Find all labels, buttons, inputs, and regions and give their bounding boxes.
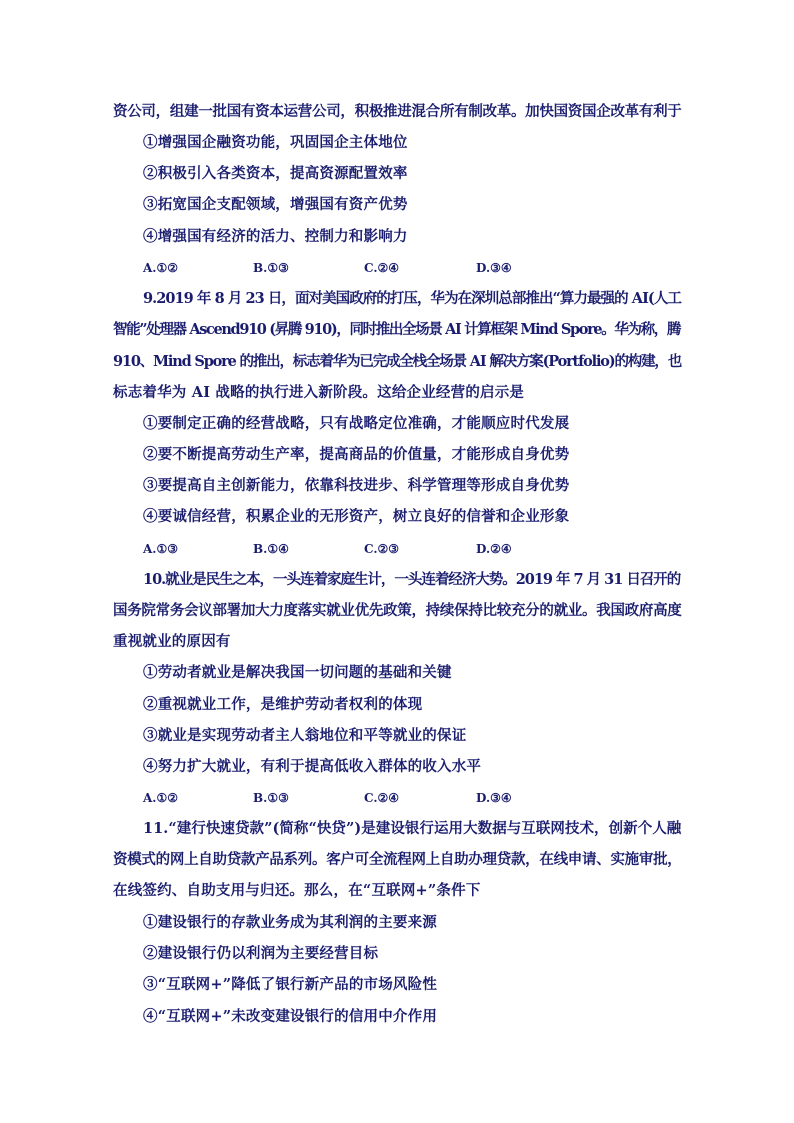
q9-item-1: ①要制定正确的经营战略，只有战略定位准确，才能顺应时代发展 [143,415,570,432]
q9-stem-line-1: 9.2019 年 8 月 23 日，面对美国政府的打压，华为在深圳总部推出“算力最强的 AI(人工 [143,290,681,307]
q10-item-1: ①劳动者就业是解决我国一切问题的基础和关键 [143,664,452,681]
q10-option-d: D.③④ [476,791,512,805]
q9-stem-line-4: 标志着华为 AI 战略的执行进入新阶段。这给企业经营的启示是 [113,384,525,401]
q11-item-3: ③“互联网+”降低了银行新产品的市场风险性 [143,976,438,993]
q11-item-1: ①建设银行的存款业务成为其利润的主要来源 [143,914,437,931]
q8-option-c: C.②④ [364,261,400,275]
q10-option-a: A.①② [143,791,179,805]
q10-stem-line-3: 重视就业的原因有 [113,633,231,650]
q10-option-b: B.①③ [253,791,289,805]
q10-stem-line-2: 国务院常务会议部署加大力度落实就业优先政策，持续保持比较充分的就业。我国政府高度 [113,602,682,619]
q8-item-2: ②积极引入各类资本，提高资源配置效率 [143,165,408,182]
q10-option-c: C.②④ [364,791,400,805]
q10-item-4: ④努力扩大就业，有利于提高低收入群体的收入水平 [143,758,482,775]
q10-item-3: ③就业是实现劳动者主人翁地位和平等就业的保证 [143,727,467,744]
q8-option-b: B.①③ [253,261,289,275]
q9-item-2: ②要不断提高劳动生产率，提高商品的价值量，才能形成自身优势 [143,446,570,463]
q9-item-4: ④要诚信经营，积累企业的无形资产，树立良好的信誉和企业形象 [143,508,570,525]
q8-option-a: A.①② [143,261,179,275]
q11-stem-line-2: 资模式的网上自助贷款产品系列。客户可全流程网上自助办理贷款，在线申请、实施审批， [113,851,682,868]
q11-item-2: ②建设银行仍以利润为主要经营目标 [143,945,379,962]
q9-stem-line-2: 智能”处理器 Ascend910 (昇腾 910)，同时推出全场景 AI 计算框架 Mind Spore。华为称，腾 [113,321,681,338]
q8-option-d: D.③④ [476,261,512,275]
q9-option-c: C.②③ [364,542,400,556]
q11-stem-line-1: 11.“建行快速贷款”(简称“快贷”)是建设银行运用大数据与互联网技术，创新个人融 [143,820,682,837]
q11-stem-line-3: 在线签约、自助支用与归还。那么，在“互联网+”条件下 [113,882,481,899]
q10-stem-line-1: 10.就业是民生之本，一头连着家庭生计，一头连着经济大势。2019 年 7 月 31 日召开的 [143,571,681,588]
q9-option-d: D.②④ [476,542,512,556]
q9-option-a: A.①③ [143,542,179,556]
q9-item-3: ③要提高自主创新能力，依靠科技进步、科学管理等形成自身优势 [143,477,570,494]
q9-stem-line-3: 910、Mind Spore 的推出，标志着华为已完成全栈全场景 AI 解决方案(Portfolio)的构建，也 [113,353,682,370]
q8-item-1: ①增强国企融资功能，巩固国企主体地位 [143,134,408,151]
q10-item-2: ②重视就业工作，是维护劳动者权利的体现 [143,696,423,713]
q11-item-4: ④“互联网+”未改变建设银行的信用中介作用 [143,1008,438,1025]
q8-item-4: ④增强国有经济的活力、控制力和影响力 [143,228,408,245]
q8-item-3: ③拓宽国企支配领域，增强国有资产优势 [143,196,408,213]
q8-stem-line: 资公司，组建一批国有资本运营公司，积极推进混合所有制改革。加快国资国企改革有利于 [113,103,682,120]
q9-option-b: B.①④ [253,542,289,556]
